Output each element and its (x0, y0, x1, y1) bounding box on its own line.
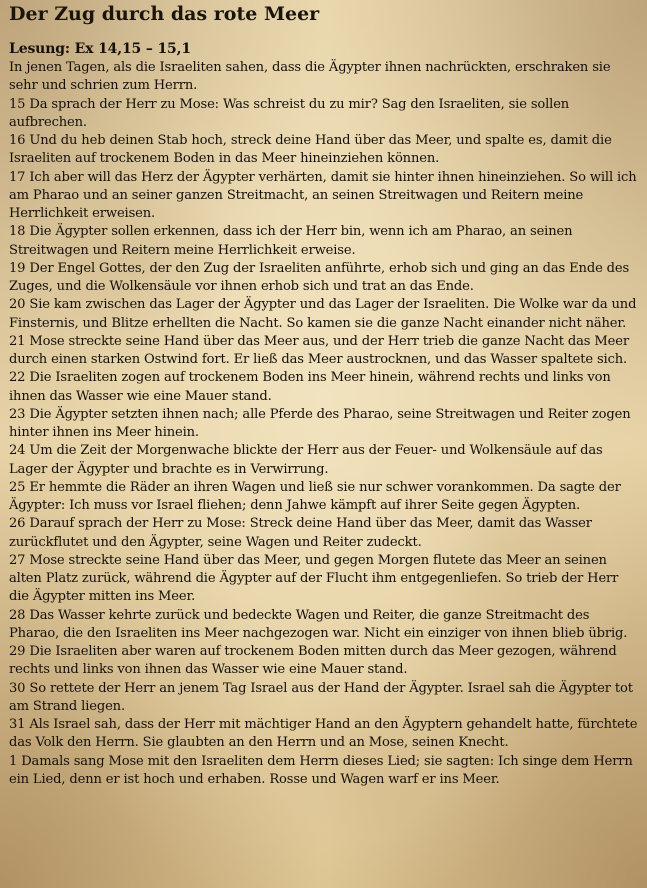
verse-20: 20 Sie kam zwischen das Lager der Ägypter und das Lager der Israeliten. Die Wolke war da und Finsternis, und Blitze erhellten die Nacht. So kamen sie die ganze Nacht einander nicht näher. (9, 297, 637, 331)
verse-24: 24 Um die Zeit der Morgenwache blickte der Herr aus der Feuer- und Wolkensäule auf das Lager der Ägypter und brachte es in Verwirrung. (9, 443, 603, 477)
verse-22: 22 Die Israeliten zogen auf trockenem Boden ins Meer hinein, während rechts und links von ihnen das Wasser wie eine Mauer stand. (9, 370, 611, 404)
verse-15-1: 1 Damals sang Mose mit den Israeliten dem Herrn dieses Lied; sie sagten: Ich singe dem Herrn ein Lied, denn er ist hoch und erhaben. Rosse und Wagen warf er ins Meer. (9, 753, 633, 787)
reading-reference: Lesung: Ex 14,15 – 15,1 (9, 41, 191, 57)
verse-intro: In jenen Tagen, als die Israeliten sahen, dass die Ägypter ihnen nachrückten, erschraken sie sehr und schrien zum Herrn. (9, 60, 611, 94)
verse-25: 25 Er hemmte die Räder an ihren Wagen und ließ sie nur schwer vorankommen. Da sagte der Ägypter: Ich muss vor Israel fliehen; denn Jahwe kämpft auf ihrer Seite gegen Ägypten. (9, 479, 621, 513)
verse-21: 21 Mose streckte seine Hand über das Meer aus, und der Herr trieb die ganze Nacht das Meer durch einen starken Ostwind fort. Er ließ das Meer austrocknen, und das Wasser spaltete sich. (9, 333, 629, 367)
verse-26: 26 Darauf sprach der Herr zu Mose: Streck deine Hand über das Meer, damit das Wasser zurückflutet und den Ägypter, seine Wagen und Reiter zudeckt. (9, 516, 592, 550)
verse-17: 17 Ich aber will das Herz der Ägypter verhärten, damit sie hinter ihnen hineinziehen. So will ich am Pharao und an seiner ganzen Streitmacht, an seinen Streitwagen und Reitern meine Herrlichkeit erweisen. (9, 169, 637, 221)
verse-23: 23 Die Ägypter setzten ihnen nach; alle Pferde des Pharao, seine Streitwagen und Reiter zogen hinter ihnen ins Meer hinein. (9, 406, 631, 440)
verse-27: 27 Mose streckte seine Hand über das Meer, und gegen Morgen flutete das Meer an seinen alten Platz zurück, während die Ägypter auf der Flucht ihm entgegenliefen. So trieb der Herr die Ägypter mitten ins Meer. (9, 552, 619, 605)
verse-19: 19 Der Engel Gottes, der den Zug der Israeliten anführte, erhob sich und ging an das Ende des Zuges, und die Wolkensäule vor ihnen erhob sich und trat an das Ende. (9, 260, 630, 294)
reading-text (9, 41, 639, 789)
verse-16: 16 Und du heb deinen Stab hoch, streck deine Hand über das Meer, und spalte es, damit die Israeliten auf trockenem Boden in das Meer hineinziehen können. (9, 133, 612, 167)
verse-31: 31 Als Israel sah, dass der Herr mit mächtiger Hand an den Ägyptern gehandelt hatte, fürchtete das Volk den Herrn. Sie glaubten an den Herrn und an Mose, seinen Knecht. (9, 717, 638, 751)
page-title: Der Zug durch das rote Meer (9, 3, 320, 25)
verse-30: 30 So rettete der Herr an jenem Tag Israel aus der Hand der Ägypter. Israel sah die Ägypter tot am Strand liegen. (9, 680, 633, 714)
verse-28: 28 Das Wasser kehrte zurück und bedeckte Wagen und Reiter, die ganze Streitmacht des Pharao, die den Israeliten ins Meer nachgezogen war. Nicht ein einziger von ihnen blieb übrig. (9, 607, 628, 641)
verse-15: 15 Da sprach der Herr zu Mose: Was schreist du zu mir? Sag den Israeliten, sie sollen aufbrechen. (9, 96, 570, 130)
verse-18: 18 Die Ägypter sollen erkennen, dass ich der Herr bin, wenn ich am Pharao, an seinen Streitwagen und Reitern meine Herrlichkeit erweise. (9, 224, 573, 258)
verse-29: 29 Die Israeliten aber waren auf trockenem Boden mitten durch das Meer gezogen, während rechts und links von ihnen das Wasser wie eine Mauer stand. (9, 644, 617, 678)
